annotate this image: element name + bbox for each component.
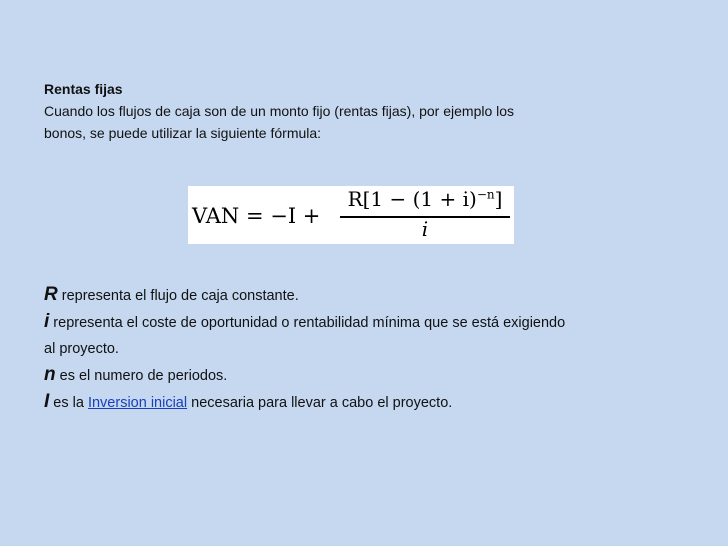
definition-r-text: representa el flujo de caja constante.: [57, 288, 299, 304]
formula-fraction: [338, 186, 512, 244]
intro-line-1: Cuando los flujos de caja son de un monto fijo (rentas fijas), por ejemplo los: [44, 103, 515, 119]
definitions-list: [44, 282, 684, 416]
symbol-r: R: [44, 284, 58, 305]
definition-i-continued: al proyecto.: [44, 341, 119, 357]
definition-n-text: es el numero de periodos.: [55, 368, 228, 384]
definition-i-text-1: representa el coste de oportunidad o rentabilidad mínima que se está exigiendo: [49, 315, 566, 331]
symbol-i: i: [44, 311, 50, 332]
definition-n: [44, 362, 684, 389]
definition-inv-pre: es la: [49, 395, 88, 411]
definition-i: [44, 309, 684, 336]
formula-denominator: i: [421, 217, 429, 241]
formula-image: [188, 186, 514, 244]
definition-r: [44, 282, 684, 309]
formula-lhs: VAN = −I +: [192, 204, 321, 228]
symbol-inv: I: [44, 391, 50, 412]
formula-numerator-base: R[1 − (1 + i): [347, 187, 477, 211]
intro-text: [44, 78, 664, 144]
formula-numerator-close: ]: [494, 187, 503, 211]
symbol-n: n: [44, 364, 56, 385]
formula-exponent: −n: [476, 187, 495, 202]
definition-inv-post: necesaria para llevar a cabo el proyecto.: [187, 395, 453, 411]
inversion-inicial-link[interactable]: Inversion inicial: [87, 395, 188, 411]
formula-numerator: [338, 187, 512, 211]
section-title: Rentas fijas: [44, 81, 123, 97]
definition-inv: [44, 389, 684, 416]
intro-line-2: bonos, se puede utilizar la siguiente fórmula:: [44, 125, 322, 141]
